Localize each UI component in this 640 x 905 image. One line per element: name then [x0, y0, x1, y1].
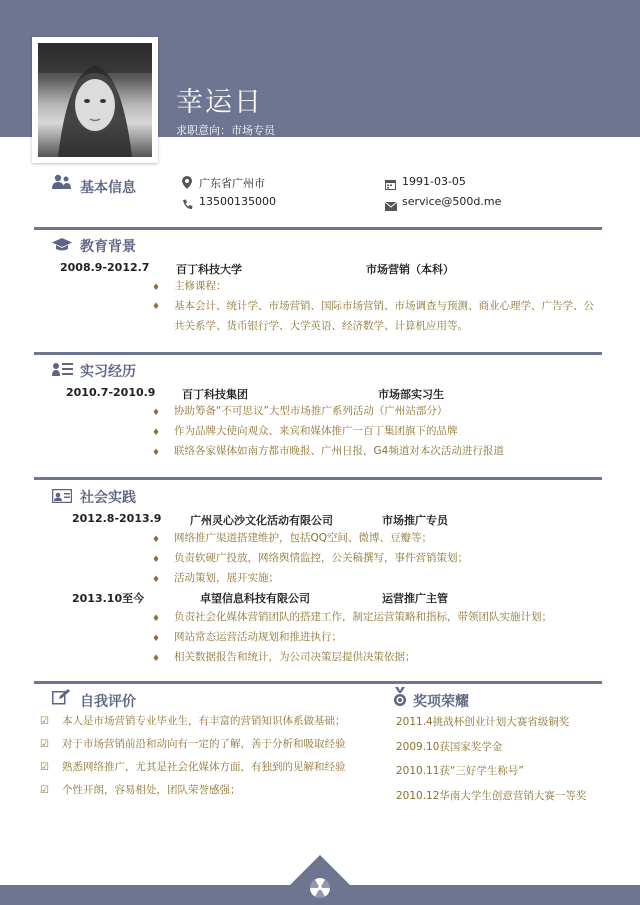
self-eval-title: 自我评价: [80, 694, 136, 710]
id-card-icon: [52, 488, 72, 507]
avatar: [38, 43, 152, 157]
bullet-diamond: ♦: [152, 575, 161, 585]
internship-company: 百丁科技集团: [182, 388, 248, 401]
radiation-icon: [309, 877, 331, 903]
major-name: 市场营销（本科）: [366, 263, 454, 276]
divider: [34, 227, 602, 230]
phone-text: 13500135000: [199, 195, 276, 208]
bullet-diamond: ♦: [152, 654, 161, 664]
award-item: 2010.12华南大学生创意营销大赛一等奖: [396, 790, 587, 802]
graduation-cap-icon: [52, 237, 72, 256]
job-intent: 求职意向：市场专员: [176, 124, 275, 137]
bullet-diamond: ♦: [152, 283, 161, 293]
list-item: 对于市场营销前沿和动向有一定的了解，善于分析和吸取经验: [62, 738, 346, 750]
list-item: 个性开朗，容易相处，团队荣誉感强；: [62, 784, 241, 796]
award-item: 2009.10获国家奖学金: [396, 741, 503, 753]
internship-title: 实习经历: [80, 364, 136, 380]
job-period: 2012.8-2013.9: [72, 512, 162, 525]
internship-role: 市场部实习生: [378, 388, 444, 401]
list-item: 负责软硬广投放，网络舆情监控，公关稿撰写，事件营销策划；: [174, 552, 468, 564]
list-item: 作为品牌大使向观众、来宾和媒体推广一百丁集团旗下的品牌: [174, 425, 458, 437]
list-item: 网站常态运营活动规划和推进执行；: [174, 631, 342, 643]
email-icon: [385, 196, 397, 215]
user-group-icon: [52, 174, 72, 194]
location-text: 广东省广州市: [199, 177, 265, 190]
medal-icon: [392, 687, 408, 711]
job-period: 2013.10至今: [72, 592, 145, 605]
award-item: 2010.11获“三好学生称号”: [396, 765, 524, 777]
birthdate-text: 1991-03-05: [402, 175, 466, 188]
social-title: 社会实践: [80, 490, 136, 506]
list-item: 负责社会化媒体营销团队的搭建工作，制定运营策略和指标，带领团队实施计划；: [174, 611, 552, 623]
job-company: 广州灵心沙文化活动有限公司: [190, 514, 333, 527]
job-company: 卓望信息科技有限公司: [200, 592, 310, 605]
list-item: 本人是市场营销专业毕业生，有丰富的营销知识体系做基础；: [62, 715, 346, 727]
divider: [34, 352, 602, 355]
checkbox-icon: ☑: [40, 739, 49, 750]
list-item: 协助筹备“不可思议”大型市场推广系列活动（广州站部分）: [174, 405, 448, 417]
course-label: 主修课程：: [174, 280, 227, 292]
checkbox-icon: ☑: [40, 762, 49, 773]
list-item: 活动策划，展开实施；: [174, 572, 279, 584]
internship-period: 2010.7-2010.9: [66, 386, 156, 399]
basic-info-title: 基本信息: [80, 180, 136, 196]
calendar-icon: [385, 175, 396, 194]
profile-photo: [32, 37, 158, 163]
list-item: 熟悉网络推广，尤其是社会化媒体方面，有独到的见解和经验: [62, 761, 346, 773]
candidate-name: 幸运日: [176, 87, 263, 118]
location-icon: [182, 174, 192, 193]
bullet-diamond: ♦: [152, 428, 161, 438]
education-period: 2008.9-2012.7: [60, 261, 150, 274]
job-role: 市场推广专员: [382, 514, 448, 527]
email-text: service@500d.me: [402, 195, 502, 208]
bullet-diamond: ♦: [152, 448, 161, 458]
course-list: 基本会计、统计学、市场营销、国际市场营销、市场调查与预测、商业心理学、广告学、公共关系学、货币银行学、大学英语、经济数学、计算机应用等。: [174, 300, 594, 332]
person-list-icon: [52, 362, 74, 381]
awards-title: 奖项荣耀: [413, 694, 469, 710]
education-title: 教育背景: [80, 239, 136, 255]
edit-icon: [52, 689, 70, 709]
school-name: 百丁科技大学: [176, 263, 242, 276]
list-item: 联络各家媒体如南方都市晚报、广州日报，G4频道对本次活动进行报道: [174, 445, 504, 457]
bullet-diamond: ♦: [152, 302, 161, 312]
bullet-diamond: ♦: [152, 555, 161, 565]
divider: [34, 681, 602, 684]
bullet-diamond: ♦: [152, 634, 161, 644]
bullet-diamond: ♦: [152, 535, 161, 545]
checkbox-icon: ☑: [40, 785, 49, 796]
phone-icon: [182, 195, 193, 214]
list-item: 相关数据报告和统计，为公司决策层提供决策依据；: [174, 651, 416, 663]
job-role: 运营推广主管: [382, 592, 448, 605]
checkbox-icon: ☑: [40, 716, 49, 727]
award-item: 2011.4挑战杯创业计划大赛省级铜奖: [396, 716, 570, 728]
list-item: 网络推广渠道搭建维护，包括QQ空间、微博、豆瓣等；: [174, 532, 433, 544]
bullet-diamond: ♦: [152, 408, 161, 418]
divider: [34, 477, 602, 480]
bullet-diamond: ♦: [152, 614, 161, 624]
